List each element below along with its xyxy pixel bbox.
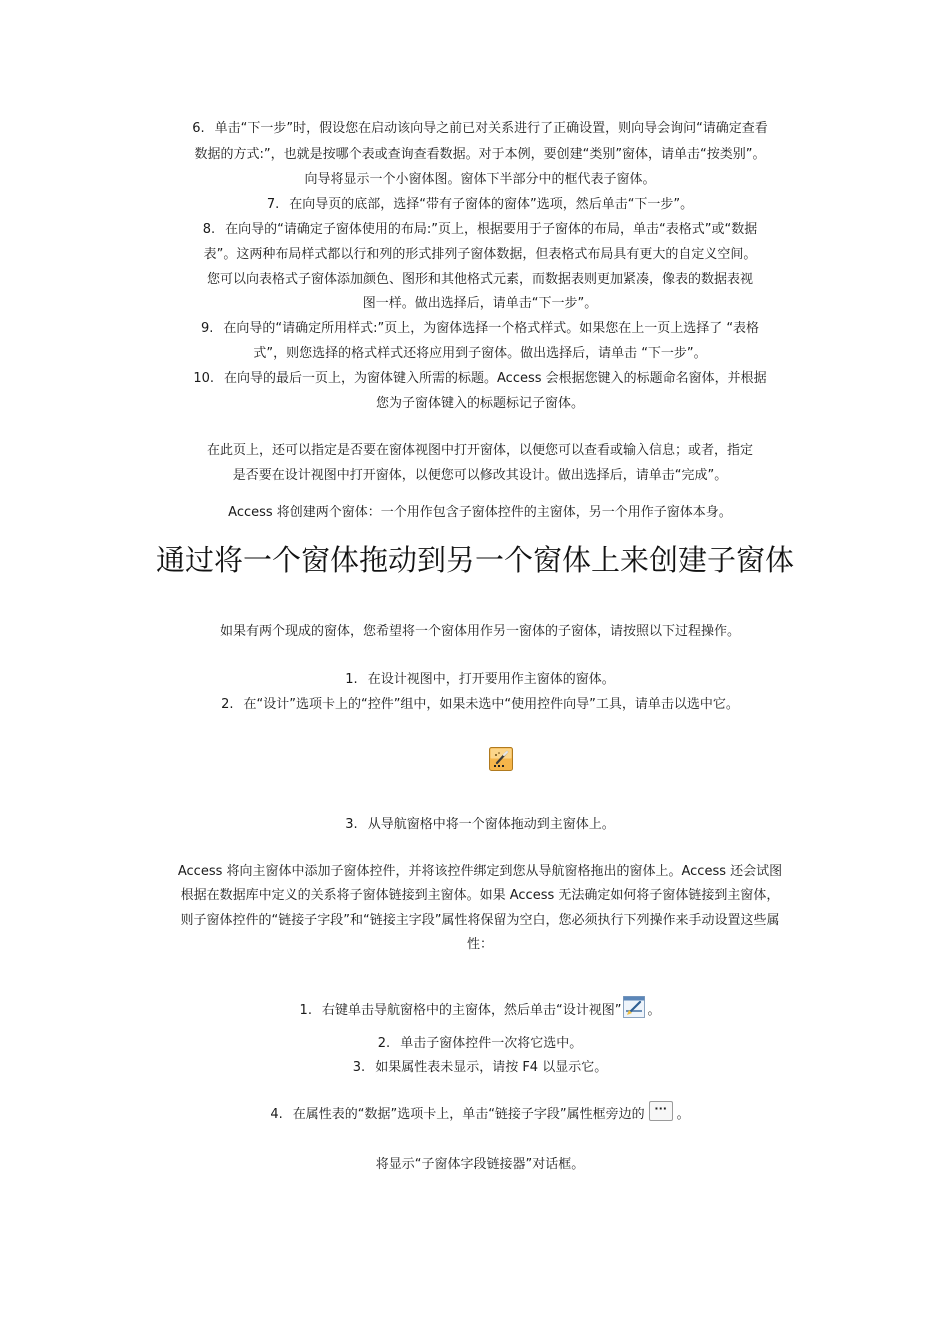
step-b-3 xyxy=(140,815,820,835)
access-paragraph-line-1: Access 将向主窗体中添加子窗体控件，并将该控件绑定到您从导航窗格拖出的窗体上。Access 还会试图 xyxy=(177,864,783,879)
step-text: 在“设计”选项卡上的“控件”组中，如果未选中“使用控件向导”工具，请单击以选中它。 xyxy=(243,697,739,712)
step-6-line-3: 向导将显示一个小窗体图。窗体下半部分中的框代表子窗体。 xyxy=(304,172,656,187)
step-number: 1. xyxy=(345,672,358,687)
step-text: 右键单击导航窗格中的主窗体，然后单击“设计视图” xyxy=(321,1003,622,1018)
step-number: 10. xyxy=(193,371,215,386)
step-c-3 xyxy=(140,1058,820,1078)
step-text: 如果属性表未显示，请按 F4 以显示它。 xyxy=(375,1060,608,1075)
step-8-line-3: 您可以向表格式子窗体添加颜色、图形和其他格式元素，而数据表则更加紧凑，像表的数据表视 xyxy=(206,272,753,287)
step-b-2 xyxy=(140,695,820,715)
step-number: 2. xyxy=(377,1036,391,1051)
finish-paragraph-line-1: 在此页上，还可以指定是否要在窗体视图中打开窗体，以便您可以查看或输入信息；或者，指定 xyxy=(206,443,753,458)
step-10-line-2: 您为子窗体键入的标题标记子窗体。 xyxy=(375,396,584,411)
access-paragraph-line-4: 性： xyxy=(466,937,493,952)
step-c-4 xyxy=(140,1101,820,1125)
step-text: 在属性表的“数据”选项卡上，单击“链接子字段”属性框旁边的 xyxy=(292,1107,645,1122)
step-8-line-1 xyxy=(140,220,820,240)
final-note: 将显示“子窗体字段链接器”对话框。 xyxy=(375,1157,585,1172)
step-text: 在向导的最后一页上，为窗体键入所需的标题。Access 会根据您键入的标题命名窗体，并根据 xyxy=(224,371,767,386)
step-b-1 xyxy=(140,670,820,690)
step-6-line-1 xyxy=(140,119,820,139)
step-number: 8. xyxy=(202,222,216,237)
step-text: 从导航窗格中将一个窗体拖动到主窗体上。 xyxy=(367,817,615,832)
access-paragraph-line-2: 根据在数据库中定义的关系将子窗体链接到主窗体。如果 Access 无法确定如何将子窗体链接到主窗体， xyxy=(180,888,780,903)
step-9-line-2: 式”，则您选择的格式样式还将应用到子窗体。做出选择后，请单击 “下一步”。 xyxy=(253,346,707,361)
step-8-line-2: 表”。这两种布局样式都以行和列的形式排列子窗体数据，但表格式布局具有更大的自定义空间。 xyxy=(203,247,757,262)
step-c-1 xyxy=(140,996,820,1021)
step-text: 在向导的“请确定子窗体使用的布局:”页上，根据要用于子窗体的布局，单击“表格式”或“数据 xyxy=(225,222,758,237)
step-text: 单击“下一步”时，假设您在启动该向导之前已对关系进行了正确设置，则向导会询问“请确定查看 xyxy=(214,121,768,136)
two-forms-paragraph: Access 将创建两个窗体：一个用作包含子窗体控件的主窗体，另一个用作子窗体本身。 xyxy=(228,505,732,520)
step-number: 3. xyxy=(352,1060,366,1075)
step-c-2 xyxy=(140,1034,820,1054)
step-number: 9. xyxy=(200,321,214,336)
step-number: 2. xyxy=(221,697,234,712)
step-9-line-1 xyxy=(140,319,820,339)
step-number: 1. xyxy=(299,1003,312,1018)
step-text: 在设计视图中，打开要用作主窗体的窗体。 xyxy=(367,672,615,687)
step-number: 6. xyxy=(192,121,205,136)
section-heading: 通过将一个窗体拖动到另一个窗体上来创建子窗体 xyxy=(155,543,794,577)
step-7-line-1 xyxy=(140,195,820,215)
access-paragraph-line-3: 则子窗体控件的“链接子字段”和“链接主字段”属性将保留为空白，您必须执行下列操作来手动设置这些属 xyxy=(180,913,780,928)
step-text: 单击子窗体控件一次将它选中。 xyxy=(400,1036,583,1051)
step-suffix: 。 xyxy=(647,1003,661,1018)
step-6-line-2: 数据的方式:”，也就是按哪个表或查询查看数据。对于本例，要创建“类别”窗体，请单击“按类别”。 xyxy=(194,147,766,162)
design-view-icon xyxy=(623,996,645,1018)
step-text: 在向导页的底部，选择“带有子窗体的窗体”选项，然后单击“下一步”。 xyxy=(289,197,694,212)
intro-paragraph: 如果有两个现成的窗体，您希望将一个窗体用作另一窗体的子窗体，请按照以下过程操作。 xyxy=(219,624,740,639)
step-number: 7. xyxy=(266,197,280,212)
finish-paragraph-line-2: 是否要在设计视图中打开窗体，以便您可以修改其设计。做出选择后，请单击“完成”。 xyxy=(232,468,728,483)
step-text: 在向导的“请确定所用样式:”页上，为窗体选择一个格式样式。如果您在上一页上选择了 “表格 xyxy=(223,321,760,336)
step-number: 3. xyxy=(345,817,358,832)
magic-wand-icon xyxy=(489,747,513,771)
ellipsis-build-icon: ··· xyxy=(649,1101,673,1121)
step-8-line-4: 图一样。做出选择后，请单击“下一步”。 xyxy=(362,296,598,311)
step-number: 4. xyxy=(270,1107,283,1122)
step-10-line-1 xyxy=(140,369,820,389)
step-suffix: 。 xyxy=(676,1107,690,1122)
